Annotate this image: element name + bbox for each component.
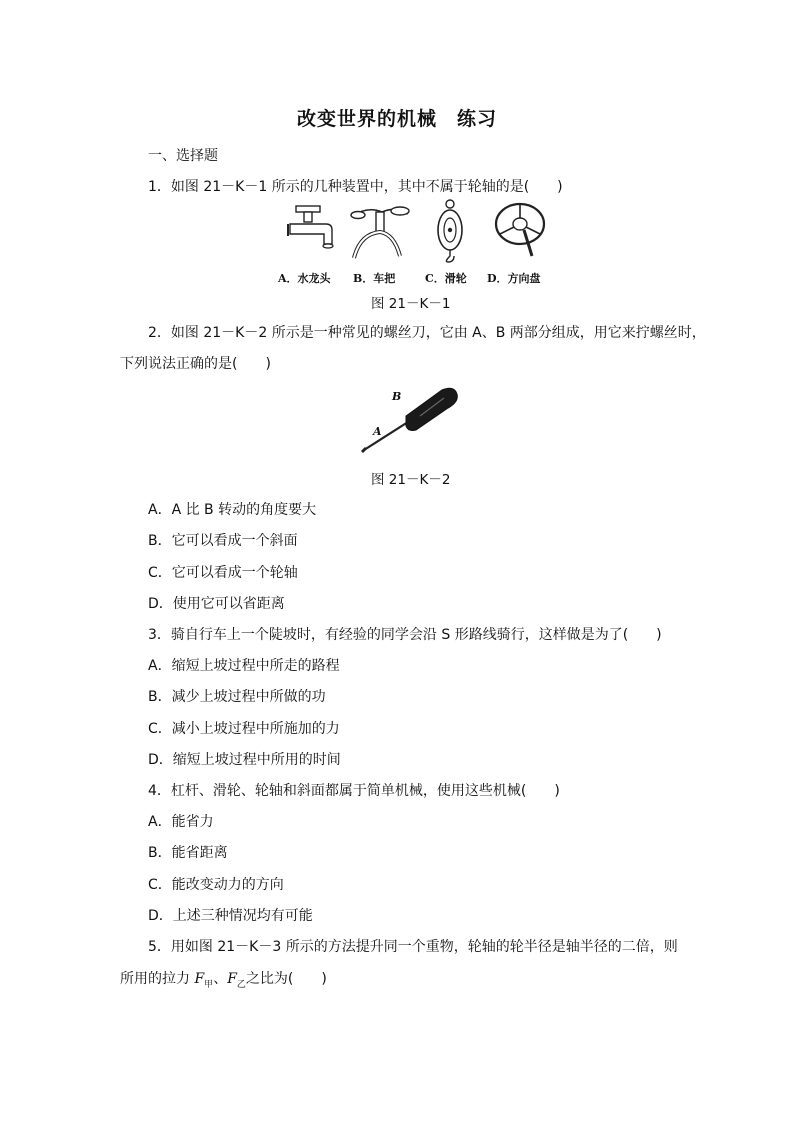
figure-1-caption: 图 21－K－1 <box>371 296 451 312</box>
question-5-line1: 5．用如图 21－K－3 所示的方法提升同一个重物，轮轴的轮半径是轴半径的二倍，则 <box>148 939 678 955</box>
screwdriver-label-a: A <box>373 425 382 438</box>
fig1-label-a: A．水龙头 <box>278 272 331 285</box>
figure-2-caption: 图 21－K－2 <box>371 472 451 488</box>
question-5-line2 <box>120 968 327 990</box>
question-3-text: 3．骑自行车上一个陡坡时，有经验的同学会沿 S 形路线骑行，这样做是为了( ) <box>148 627 662 643</box>
screwdriver-label-b: B <box>392 390 402 403</box>
question-5-prefix: 所用的拉力 <box>120 971 195 987</box>
steering-wheel-illustration <box>492 200 548 260</box>
subscript-jia: 甲 <box>204 979 214 990</box>
handlebar-illustration <box>348 198 412 264</box>
force-symbol-2: F <box>227 971 237 987</box>
question-1-text: 1．如图 21－K－1 所示的几种装置中，其中不属于轮轴的是( ) <box>148 179 563 195</box>
question-4-option-a: A．能省力 <box>148 814 214 830</box>
question-4-text: 4．杠杆、滑轮、轮轴和斜面都属于简单机械，使用这些机械( ) <box>148 783 560 799</box>
question-5-suffix: 之比为( ) <box>245 971 327 987</box>
question-2-option-d: D．使用它可以省距离 <box>148 596 285 612</box>
question-2-option-b: B．它可以看成一个斜面 <box>148 533 298 549</box>
question-3-option-b: B．减少上坡过程中所做的功 <box>148 689 326 705</box>
force-symbol-1: F <box>194 971 205 987</box>
question-3-option-c: C．减小上坡过程中所施加的力 <box>148 721 340 737</box>
question-4-option-b: B．能省距离 <box>148 845 228 861</box>
question-3-option-a: A．缩短上坡过程中所走的路程 <box>148 658 340 674</box>
screwdriver-illustration <box>360 386 464 454</box>
question-4-option-c: C．能改变动力的方向 <box>148 877 284 893</box>
question-3-option-d: D．缩短上坡过程中所用的时间 <box>148 752 341 768</box>
section-heading: 一、选择题 <box>148 148 218 164</box>
pulley-illustration <box>430 198 470 264</box>
fig1-label-d: D．方向盘 <box>487 272 541 285</box>
question-2-option-c: C．它可以看成一个轮轴 <box>148 565 298 581</box>
question-2-option-a: A．A 比 B 转动的角度要大 <box>148 502 317 518</box>
question-4-option-d: D．上述三种情况均有可能 <box>148 908 313 924</box>
fig1-label-b: B．车把 <box>353 272 396 285</box>
question-2-line1: 2．如图 21－K－2 所示是一种常见的螺丝刀，它由 A、B 两部分组成，用它来拧螺丝时， <box>148 325 706 341</box>
question-2-line2: 下列说法正确的是( ) <box>120 356 271 372</box>
fig1-label-c: C．滑轮 <box>425 272 467 285</box>
faucet-illustration <box>282 200 352 264</box>
subscript-yi: 乙 <box>236 979 246 990</box>
page-title: 改变世界的机械 练习 <box>296 108 497 130</box>
separator: 、 <box>213 971 228 987</box>
